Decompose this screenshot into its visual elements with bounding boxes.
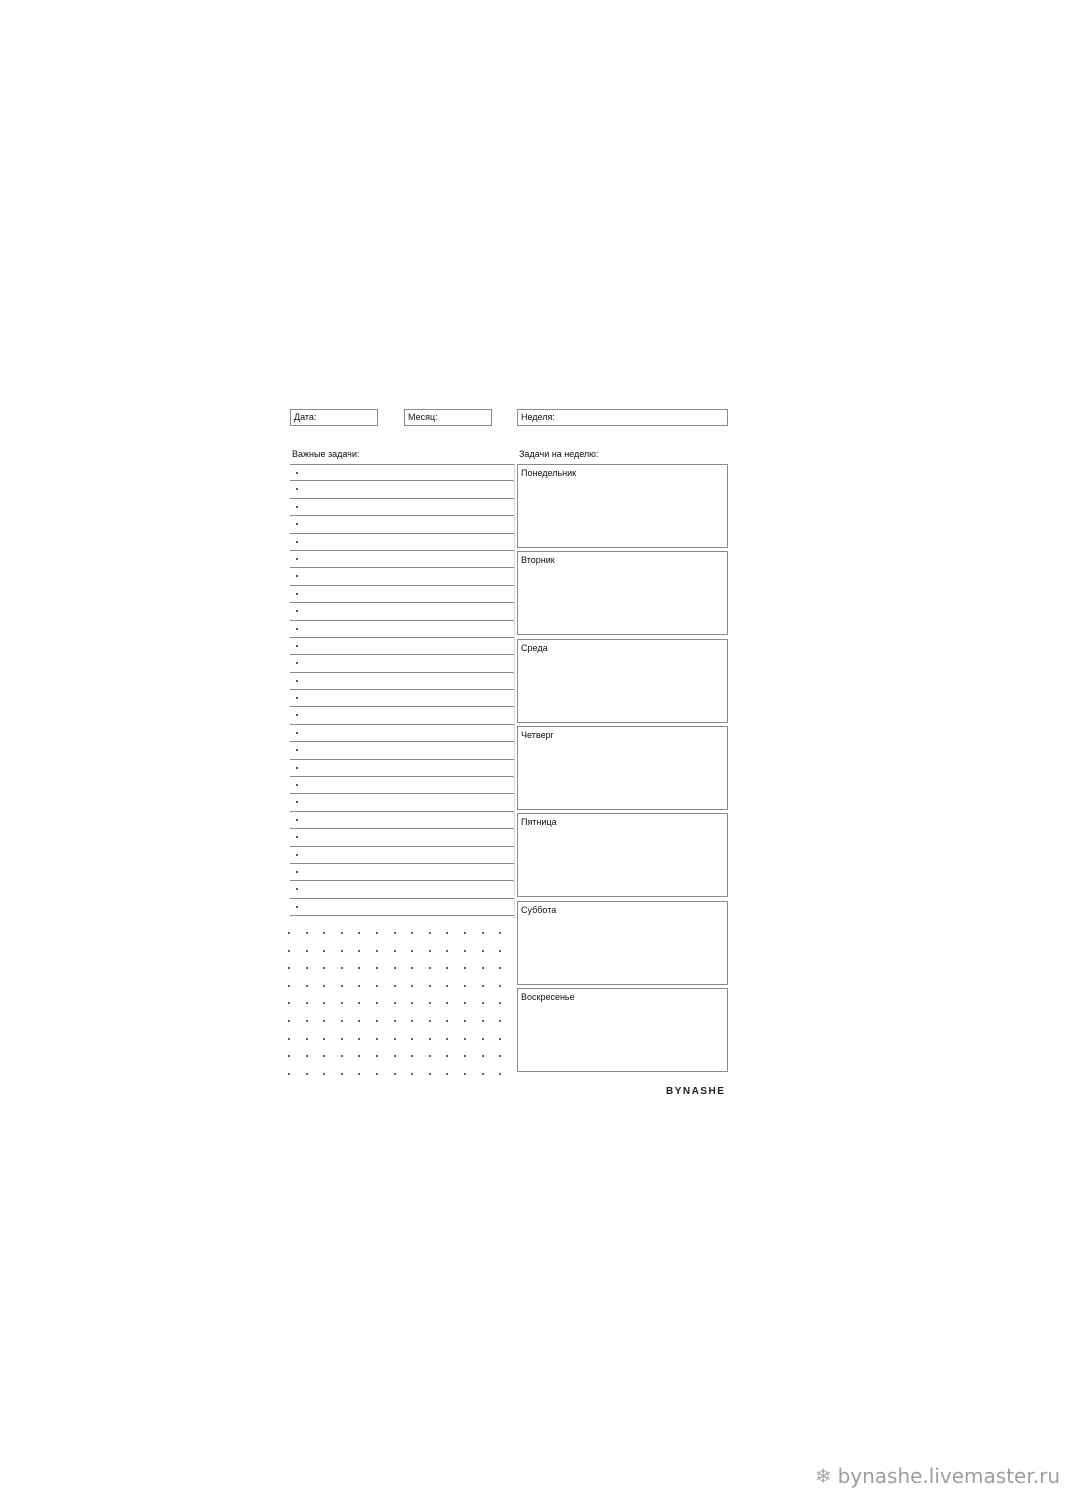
bullet-icon xyxy=(296,628,298,630)
bullet-icon xyxy=(296,819,298,821)
day-label: Среда xyxy=(521,642,548,653)
task-list-divider xyxy=(514,464,515,918)
grid-dot xyxy=(358,1055,360,1057)
grid-dot xyxy=(482,1002,484,1004)
day-label: Пятница xyxy=(521,817,557,828)
grid-dot xyxy=(323,985,325,987)
grid-dot xyxy=(464,950,466,952)
task-row[interactable] xyxy=(290,707,514,724)
bullet-icon xyxy=(296,645,298,647)
grid-dot xyxy=(482,1038,484,1040)
grid-dot xyxy=(482,950,484,952)
grid-dot xyxy=(394,985,396,987)
grid-dot xyxy=(411,967,413,969)
watermark-text: bynashe.livemaster.ru xyxy=(837,1464,1060,1488)
grid-dot xyxy=(341,967,343,969)
grid-dot xyxy=(411,985,413,987)
task-row[interactable] xyxy=(290,621,514,638)
task-row[interactable] xyxy=(290,742,514,759)
grid-dot xyxy=(394,1038,396,1040)
grid-dot xyxy=(376,1002,378,1004)
grid-dot xyxy=(341,1020,343,1022)
grid-dot xyxy=(464,1020,466,1022)
task-row[interactable] xyxy=(290,603,514,620)
grid-dot xyxy=(446,1020,448,1022)
grid-dot xyxy=(411,1073,413,1075)
grid-dot xyxy=(429,1038,431,1040)
bullet-icon xyxy=(296,662,298,664)
grid-dot xyxy=(482,932,484,934)
grid-dot xyxy=(288,950,290,952)
grid-dot xyxy=(446,950,448,952)
grid-dot xyxy=(358,932,360,934)
grid-dot xyxy=(482,1020,484,1022)
grid-dot xyxy=(323,950,325,952)
bullet-icon xyxy=(296,697,298,699)
grid-dot xyxy=(499,1073,501,1075)
task-row[interactable] xyxy=(290,690,514,707)
grid-dot xyxy=(288,932,290,934)
month-field[interactable]: Месяц: xyxy=(404,409,492,426)
grid-dot xyxy=(499,985,501,987)
grid-dot xyxy=(323,967,325,969)
grid-dot xyxy=(376,967,378,969)
grid-dot xyxy=(341,985,343,987)
day-label: Четверг xyxy=(521,729,554,740)
bullet-icon xyxy=(296,523,298,525)
bullet-icon xyxy=(296,888,298,890)
grid-dot xyxy=(429,1002,431,1004)
watermark xyxy=(815,1464,1060,1488)
grid-dot xyxy=(464,1055,466,1057)
task-row[interactable] xyxy=(290,673,514,690)
grid-dot xyxy=(306,1073,308,1075)
grid-dot xyxy=(376,1073,378,1075)
grid-dot xyxy=(411,932,413,934)
grid-dot xyxy=(482,1055,484,1057)
grid-dot xyxy=(464,985,466,987)
grid-dot xyxy=(499,1020,501,1022)
grid-dot xyxy=(323,1002,325,1004)
grid-dot xyxy=(323,1038,325,1040)
grid-dot xyxy=(464,967,466,969)
grid-dot xyxy=(394,950,396,952)
grid-dot xyxy=(306,1055,308,1057)
grid-dot xyxy=(482,967,484,969)
day-box[interactable] xyxy=(517,639,728,723)
task-row[interactable] xyxy=(290,499,514,516)
grid-dot xyxy=(411,950,413,952)
grid-dot xyxy=(376,1055,378,1057)
day-box[interactable] xyxy=(517,901,728,985)
important-tasks-title: Важные задачи: xyxy=(292,449,360,459)
date-field[interactable]: Дата: xyxy=(290,409,378,426)
grid-dot xyxy=(358,967,360,969)
grid-dot xyxy=(499,1038,501,1040)
grid-dot xyxy=(358,1020,360,1022)
day-label: Суббота xyxy=(521,904,557,915)
bullet-icon xyxy=(296,749,298,751)
grid-dot xyxy=(288,1020,290,1022)
grid-dot xyxy=(323,1055,325,1057)
grid-dot xyxy=(306,1020,308,1022)
grid-dot xyxy=(446,1038,448,1040)
grid-dot xyxy=(358,985,360,987)
task-row[interactable] xyxy=(290,794,514,811)
day-box[interactable] xyxy=(517,988,728,1072)
bullet-icon xyxy=(296,472,298,474)
grid-dot xyxy=(499,1002,501,1004)
grid-dot xyxy=(376,950,378,952)
grid-dot xyxy=(288,985,290,987)
task-row[interactable] xyxy=(290,760,514,777)
task-row[interactable] xyxy=(290,551,514,568)
grid-dot xyxy=(306,1002,308,1004)
grid-dot xyxy=(341,1038,343,1040)
day-label: Воскресенье xyxy=(521,991,575,1002)
grid-dot xyxy=(499,932,501,934)
grid-dot xyxy=(288,1055,290,1057)
grid-dot xyxy=(482,1073,484,1075)
grid-dot xyxy=(464,1073,466,1075)
bullet-icon xyxy=(296,767,298,769)
grid-dot xyxy=(288,1038,290,1040)
task-row[interactable] xyxy=(290,481,514,498)
task-row[interactable] xyxy=(290,464,514,481)
bullet-icon xyxy=(296,836,298,838)
bullet-icon xyxy=(296,593,298,595)
grid-dot xyxy=(306,932,308,934)
grid-dot xyxy=(411,1055,413,1057)
bullet-icon xyxy=(296,714,298,716)
task-row[interactable] xyxy=(290,516,514,533)
bullet-icon xyxy=(296,558,298,560)
grid-dot xyxy=(394,1002,396,1004)
grid-dot xyxy=(429,950,431,952)
task-row[interactable] xyxy=(290,847,514,864)
bullet-icon xyxy=(296,732,298,734)
dot-grid xyxy=(288,932,504,1078)
bullet-icon xyxy=(296,575,298,577)
grid-dot xyxy=(288,1002,290,1004)
grid-dot xyxy=(464,932,466,934)
grid-dot xyxy=(429,1055,431,1057)
grid-dot xyxy=(429,1020,431,1022)
bullet-icon xyxy=(296,871,298,873)
grid-dot xyxy=(341,1002,343,1004)
day-label: Вторник xyxy=(521,555,555,566)
bullet-icon xyxy=(296,801,298,803)
task-row[interactable] xyxy=(290,812,514,829)
task-row[interactable] xyxy=(290,725,514,742)
grid-dot xyxy=(358,950,360,952)
grid-dot xyxy=(376,985,378,987)
grid-dot xyxy=(446,1002,448,1004)
day-box[interactable] xyxy=(517,726,728,810)
bullet-icon xyxy=(296,854,298,856)
grid-dot xyxy=(394,967,396,969)
bullet-icon xyxy=(296,906,298,908)
weekly-tasks-title: Задачи на неделю: xyxy=(519,449,599,459)
day-box[interactable] xyxy=(517,813,728,897)
grid-dot xyxy=(341,1073,343,1075)
grid-dot xyxy=(358,1038,360,1040)
week-field[interactable]: Неделя: xyxy=(517,409,728,426)
grid-dot xyxy=(306,985,308,987)
grid-dot xyxy=(376,1038,378,1040)
task-row[interactable] xyxy=(290,655,514,672)
task-row[interactable] xyxy=(290,586,514,603)
task-row[interactable] xyxy=(290,829,514,846)
grid-dot xyxy=(358,1002,360,1004)
grid-dot xyxy=(446,985,448,987)
grid-dot xyxy=(323,932,325,934)
task-row[interactable] xyxy=(290,881,514,898)
grid-dot xyxy=(376,932,378,934)
bullet-icon xyxy=(296,784,298,786)
grid-dot xyxy=(394,1073,396,1075)
bullet-icon xyxy=(296,541,298,543)
grid-dot xyxy=(446,932,448,934)
grid-dot xyxy=(411,1020,413,1022)
important-tasks-list xyxy=(290,464,514,916)
grid-dot xyxy=(429,967,431,969)
grid-dot xyxy=(446,1073,448,1075)
task-row[interactable] xyxy=(290,568,514,585)
task-row[interactable] xyxy=(290,777,514,794)
grid-dot xyxy=(446,1055,448,1057)
grid-dot xyxy=(394,1020,396,1022)
day-box[interactable] xyxy=(517,551,728,635)
grid-dot xyxy=(446,967,448,969)
task-row[interactable] xyxy=(290,638,514,655)
grid-dot xyxy=(429,1073,431,1075)
grid-dot xyxy=(429,932,431,934)
grid-dot xyxy=(306,950,308,952)
task-row[interactable] xyxy=(290,864,514,881)
bullet-icon xyxy=(296,506,298,508)
grid-dot xyxy=(341,1055,343,1057)
grid-dot xyxy=(341,950,343,952)
bullet-icon xyxy=(296,610,298,612)
grid-dot xyxy=(499,1055,501,1057)
grid-dot xyxy=(394,1055,396,1057)
grid-dot xyxy=(464,1038,466,1040)
task-row[interactable] xyxy=(290,534,514,551)
grid-dot xyxy=(288,1073,290,1075)
grid-dot xyxy=(358,1073,360,1075)
grid-dot xyxy=(411,1002,413,1004)
grid-dot xyxy=(306,967,308,969)
day-label: Понедельник xyxy=(521,468,577,478)
grid-dot xyxy=(341,932,343,934)
grid-dot xyxy=(288,967,290,969)
grid-dot xyxy=(323,1073,325,1075)
grid-dot xyxy=(323,1020,325,1022)
snowflake-icon: ❄ xyxy=(814,1464,832,1488)
bullet-icon xyxy=(296,680,298,682)
bullet-icon xyxy=(296,488,298,490)
grid-dot xyxy=(306,1038,308,1040)
grid-dot xyxy=(394,932,396,934)
grid-dot xyxy=(429,985,431,987)
grid-dot xyxy=(376,1020,378,1022)
grid-dot xyxy=(411,1038,413,1040)
day-box[interactable] xyxy=(517,464,728,548)
grid-dot xyxy=(482,985,484,987)
task-row[interactable] xyxy=(290,899,514,916)
grid-dot xyxy=(499,967,501,969)
grid-dot xyxy=(499,950,501,952)
brand-logo: BYNASHE xyxy=(666,1086,726,1097)
grid-dot xyxy=(464,1002,466,1004)
